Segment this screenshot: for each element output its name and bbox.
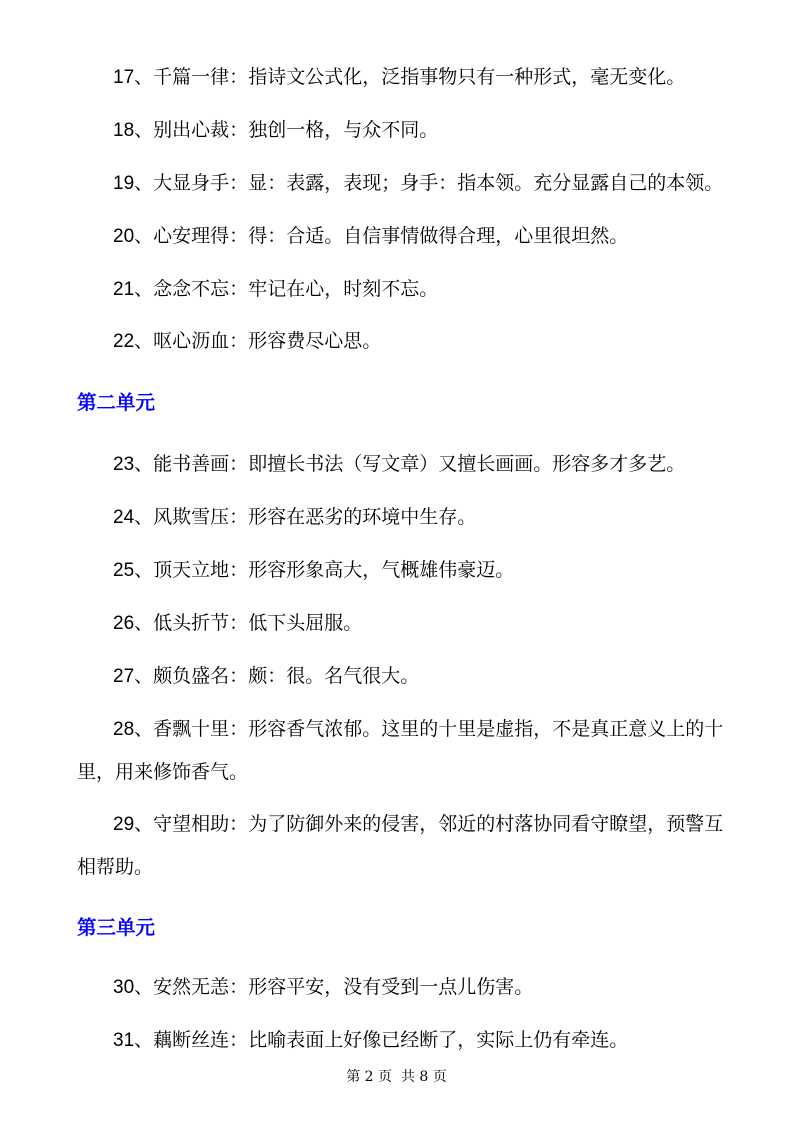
section-unit-3: [77, 907, 727, 1062]
idiom-term: 低头折节: [153, 612, 230, 635]
idiom-term: 能书善画: [153, 453, 230, 476]
idiom-definition: 形容在恶劣的环境中生存。: [248, 506, 477, 529]
idiom-term: 顶天立地: [153, 559, 230, 582]
enumeration-comma: 、: [134, 812, 154, 835]
idiom-entry-26: [77, 602, 727, 645]
enumeration-comma: 、: [134, 453, 154, 476]
section-unit-1-continued: [77, 56, 727, 363]
idiom-entry-31: [77, 1019, 727, 1062]
entry-26-line-1: [77, 602, 727, 645]
page-footer: 第 2 页 共 8 页: [346, 1069, 447, 1085]
idiom-definition: 形容费尽心思。: [248, 330, 382, 353]
entry-24-line-1: [77, 496, 727, 539]
entry-number: 21: [113, 278, 135, 300]
term-colon: ：: [229, 453, 249, 476]
idiom-term: 别出心裁: [153, 118, 230, 141]
entry-18-line-1: [77, 109, 727, 152]
entry-number: 25: [113, 560, 135, 582]
idiom-definition: 比喻表面上好像已经断了，实际上仍有牵连。: [248, 1028, 629, 1051]
entry-30-line-1: [77, 966, 727, 1009]
entry-number: 29: [113, 813, 135, 835]
enumeration-comma: 、: [134, 506, 154, 529]
entry-17-line-1: [77, 56, 727, 99]
idiom-term: 藕断丝连: [153, 1028, 230, 1051]
term-colon: ：: [229, 559, 249, 582]
entry-27-line-1: [77, 655, 727, 698]
idiom-definition: 形容平安，没有受到一点儿伤害。: [248, 975, 534, 998]
term-colon: ：: [229, 1028, 249, 1051]
idiom-entry-25: [77, 549, 727, 592]
section-unit-2: [77, 382, 727, 887]
idiom-entry-20: [77, 215, 727, 258]
enumeration-comma: 、: [134, 224, 154, 247]
enumeration-comma: 、: [134, 717, 154, 740]
term-colon: ：: [229, 612, 249, 635]
entry-29-line-1: [77, 803, 727, 846]
idiom-entry-18: [77, 109, 727, 152]
idiom-term: 安然无恙: [153, 975, 230, 998]
idiom-definition: 牢记在心，时刻不忘。: [248, 277, 439, 300]
idiom-entry-23: [77, 443, 727, 486]
idiom-term: 呕心沥血: [153, 330, 230, 353]
entry-number: 19: [113, 172, 135, 194]
term-colon: ：: [229, 224, 249, 247]
enumeration-comma: 、: [134, 559, 154, 582]
idiom-definition: 颇：很。名气很大。: [248, 665, 420, 688]
enumeration-comma: 、: [134, 1028, 154, 1051]
entry-29-line-2: 相帮助。: [77, 855, 154, 878]
idiom-definition: 显：表露，表现；身手：指本领。充分显露自己的本领。: [248, 171, 724, 194]
idiom-definition: 形容香气浓郁。这里的十里是虚指，不是真正意义上的十: [248, 717, 724, 740]
idiom-entry-27: [77, 655, 727, 698]
idiom-term: 大显身手: [153, 171, 230, 194]
entry-23-line-1: [77, 443, 727, 486]
idiom-entry-17: [77, 56, 727, 99]
entry-28-line-1: [77, 708, 727, 751]
entry-22-line-1: [77, 320, 727, 363]
idiom-definition: 低下头屈服。: [248, 612, 363, 635]
idiom-term: 风欺雪压: [153, 506, 230, 529]
term-colon: ：: [229, 665, 249, 688]
enumeration-comma: 、: [134, 171, 154, 194]
entry-31-line-1: [77, 1019, 727, 1062]
entry-number: 27: [113, 666, 135, 688]
idiom-term: 心安理得: [153, 224, 230, 247]
idiom-entry-28: [77, 708, 727, 793]
enumeration-comma: 、: [134, 612, 154, 635]
entry-number: 24: [113, 507, 135, 529]
enumeration-comma: 、: [134, 665, 154, 688]
idiom-entry-30: [77, 966, 727, 1009]
term-colon: ：: [229, 171, 249, 194]
unit-heading-2: 第二单元: [77, 391, 156, 415]
enumeration-comma: 、: [134, 66, 154, 88]
term-colon: ：: [229, 118, 249, 141]
enumeration-comma: 、: [134, 277, 154, 300]
idiom-entry-29: [77, 803, 727, 888]
entry-21-line-1: [77, 268, 727, 311]
idiom-entry-21: [77, 268, 727, 311]
entry-number: 22: [113, 331, 135, 353]
idiom-term: 守望相助: [153, 812, 230, 835]
idiom-term: 香飘十里: [153, 717, 230, 740]
entry-25-line-1: [77, 549, 727, 592]
term-colon: ：: [229, 812, 249, 835]
entry-number: 18: [113, 119, 135, 141]
unit-heading-3: 第三单元: [77, 915, 156, 939]
entry-number: 30: [113, 976, 135, 998]
idiom-term: 千篇一律: [153, 66, 230, 88]
entry-number: 17: [113, 67, 135, 88]
idiom-term: 念念不忘: [153, 277, 230, 300]
idiom-definition: 得：合适。自信事情做得合理，心里很坦然。: [248, 224, 629, 247]
idiom-definition: 即擅长书法（写文章）又擅长画画。形容多才多艺。: [248, 453, 686, 476]
entry-number: 23: [113, 454, 135, 476]
entry-number: 20: [113, 225, 135, 247]
enumeration-comma: 、: [134, 118, 154, 141]
entry-number: 26: [113, 613, 135, 635]
term-colon: ：: [229, 717, 249, 740]
entry-20-line-1: [77, 215, 727, 258]
entry-28-line-2: 里，用来修饰香气。: [77, 760, 249, 783]
term-colon: ：: [229, 66, 249, 88]
idiom-term: 颇负盛名: [153, 665, 230, 688]
term-colon: ：: [229, 277, 249, 300]
idiom-definition: 独创一格，与众不同。: [248, 118, 439, 141]
idiom-entry-24: [77, 496, 727, 539]
enumeration-comma: 、: [134, 975, 154, 998]
term-colon: ：: [229, 330, 249, 353]
idiom-entry-22: [77, 320, 727, 363]
term-colon: ：: [229, 975, 249, 998]
idiom-definition: 为了防御外来的侵害，邻近的村落协同看守瞭望，预警互: [248, 812, 724, 835]
enumeration-comma: 、: [134, 330, 154, 353]
entry-19-line-1: [77, 162, 727, 205]
term-colon: ：: [229, 506, 249, 529]
entry-number: 31: [113, 1029, 135, 1051]
entry-number: 28: [113, 718, 135, 740]
idiom-entry-19: [77, 162, 727, 205]
idiom-definition: 形容形象高大，气概雄伟豪迈。: [248, 559, 515, 582]
document-body: [77, 56, 727, 1072]
idiom-definition: 指诗文公式化，泛指事物只有一种形式，毫无变化。: [248, 66, 686, 88]
